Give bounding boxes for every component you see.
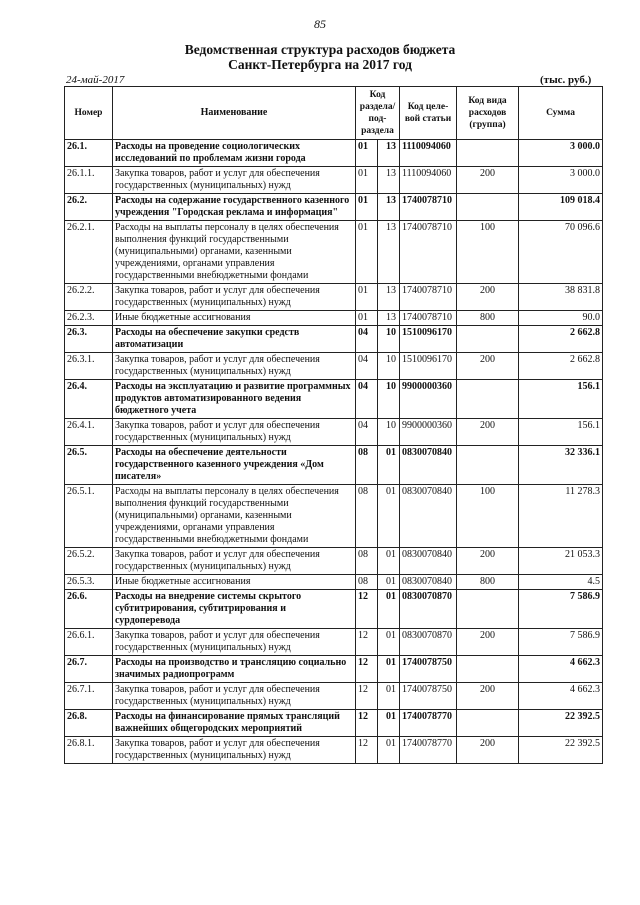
row-subsection-code: 01 bbox=[378, 446, 400, 485]
row-article-code: 1740078710 bbox=[400, 284, 457, 311]
row-sum: 4.5 bbox=[519, 575, 603, 590]
row-expense-type bbox=[457, 590, 519, 629]
row-number: 26.5. bbox=[65, 446, 113, 485]
row-expense-type bbox=[457, 446, 519, 485]
row-sum: 4 662.3 bbox=[519, 656, 603, 683]
row-subsection-code: 10 bbox=[378, 419, 400, 446]
row-number: 26.1. bbox=[65, 140, 113, 167]
table-row bbox=[65, 167, 603, 194]
row-section-code: 12 bbox=[356, 710, 378, 737]
row-name: Расходы на обеспечение деятельности государственного казенного учреждения «Дом писателя» bbox=[113, 446, 356, 485]
row-expense-type bbox=[457, 140, 519, 167]
row-name: Иные бюджетные ассигнования bbox=[113, 575, 356, 590]
row-subsection-code: 01 bbox=[378, 656, 400, 683]
row-article-code: 0830070870 bbox=[400, 590, 457, 629]
row-number: 26.5.3. bbox=[65, 575, 113, 590]
table-row bbox=[65, 311, 603, 326]
row-section-code: 08 bbox=[356, 575, 378, 590]
row-subsection-code: 13 bbox=[378, 284, 400, 311]
row-number: 26.6. bbox=[65, 590, 113, 629]
row-section-code: 12 bbox=[356, 629, 378, 656]
row-sum: 156.1 bbox=[519, 380, 603, 419]
row-name: Закупка товаров, работ и услуг для обеспечения государственных (муниципальных) нужд bbox=[113, 284, 356, 311]
table-header-row bbox=[65, 87, 603, 140]
row-name: Закупка товаров, работ и услуг для обеспечения государственных (муниципальных) нужд bbox=[113, 353, 356, 380]
row-expense-type: 200 bbox=[457, 629, 519, 656]
row-article-code: 1510096170 bbox=[400, 353, 457, 380]
row-sum: 7 586.9 bbox=[519, 629, 603, 656]
table-row bbox=[65, 446, 603, 485]
row-sum: 90.0 bbox=[519, 311, 603, 326]
row-name: Расходы на содержание государственного казенного учреждения "Городская реклама и информация" bbox=[113, 194, 356, 221]
row-article-code: 1740078710 bbox=[400, 194, 457, 221]
row-number: 26.8. bbox=[65, 710, 113, 737]
row-name: Расходы на выплаты персоналу в целях обеспечения выполнения функций государственными (муниципальными) органами, казенными учреждениями, органами управления государственными внебюджетными фондами bbox=[113, 485, 356, 548]
row-sum: 11 278.3 bbox=[519, 485, 603, 548]
row-subsection-code: 13 bbox=[378, 167, 400, 194]
page-title bbox=[0, 42, 640, 72]
row-name: Расходы на обеспечение закупки средств автоматизации bbox=[113, 326, 356, 353]
row-section-code: 01 bbox=[356, 140, 378, 167]
row-expense-type: 200 bbox=[457, 548, 519, 575]
row-number: 26.3.1. bbox=[65, 353, 113, 380]
row-name: Иные бюджетные ассигнования bbox=[113, 311, 356, 326]
row-section-code: 12 bbox=[356, 590, 378, 629]
page-number: 85 bbox=[314, 17, 326, 31]
row-sum: 22 392.5 bbox=[519, 710, 603, 737]
row-article-code: 1740078770 bbox=[400, 710, 457, 737]
row-subsection-code: 13 bbox=[378, 221, 400, 284]
row-article-code: 0830070840 bbox=[400, 485, 457, 548]
row-number: 26.8.1. bbox=[65, 737, 113, 764]
row-sum: 22 392.5 bbox=[519, 737, 603, 764]
row-expense-type: 100 bbox=[457, 221, 519, 284]
row-expense-type: 800 bbox=[457, 311, 519, 326]
row-expense-type bbox=[457, 194, 519, 221]
row-sum: 7 586.9 bbox=[519, 590, 603, 629]
row-section-code: 08 bbox=[356, 548, 378, 575]
row-article-code: 1740078750 bbox=[400, 656, 457, 683]
table-row bbox=[65, 284, 603, 311]
row-article-code: 0830070840 bbox=[400, 548, 457, 575]
row-subsection-code: 13 bbox=[378, 140, 400, 167]
row-expense-type: 200 bbox=[457, 353, 519, 380]
row-expense-type: 200 bbox=[457, 284, 519, 311]
table-row bbox=[65, 629, 603, 656]
row-expense-type bbox=[457, 326, 519, 353]
row-article-code: 9900000360 bbox=[400, 380, 457, 419]
row-subsection-code: 01 bbox=[378, 575, 400, 590]
row-section-code: 08 bbox=[356, 485, 378, 548]
row-name: Расходы на производство и трансляцию социально значимых радиопрограмм bbox=[113, 656, 356, 683]
row-number: 26.2.2. bbox=[65, 284, 113, 311]
row-sum: 32 336.1 bbox=[519, 446, 603, 485]
row-section-code: 04 bbox=[356, 326, 378, 353]
table-row bbox=[65, 353, 603, 380]
table-row bbox=[65, 380, 603, 419]
row-name: Закупка товаров, работ и услуг для обеспечения государственных (муниципальных) нужд bbox=[113, 167, 356, 194]
row-subsection-code: 01 bbox=[378, 485, 400, 548]
table-row bbox=[65, 221, 603, 284]
row-name: Закупка товаров, работ и услуг для обеспечения государственных (муниципальных) нужд bbox=[113, 629, 356, 656]
row-number: 26.6.1. bbox=[65, 629, 113, 656]
row-article-code: 1740078750 bbox=[400, 683, 457, 710]
row-article-code: 1110094060 bbox=[400, 167, 457, 194]
row-expense-type: 200 bbox=[457, 737, 519, 764]
row-subsection-code: 01 bbox=[378, 590, 400, 629]
row-expense-type: 200 bbox=[457, 683, 519, 710]
table-row bbox=[65, 140, 603, 167]
row-subsection-code: 01 bbox=[378, 737, 400, 764]
row-sum: 3 000.0 bbox=[519, 140, 603, 167]
row-name: Расходы на эксплуатацию и развитие программных продуктов автоматизированного ведения бюджетного учета bbox=[113, 380, 356, 419]
title-line-2: Санкт-Петербурга на 2017 год bbox=[228, 57, 412, 72]
row-subsection-code: 13 bbox=[378, 194, 400, 221]
header-sum: Сумма bbox=[519, 87, 603, 140]
row-section-code: 01 bbox=[356, 167, 378, 194]
row-section-code: 01 bbox=[356, 311, 378, 326]
header-article: Код целе-вой статьи bbox=[400, 87, 457, 140]
row-article-code: 0830070840 bbox=[400, 575, 457, 590]
row-expense-type bbox=[457, 656, 519, 683]
row-expense-type: 200 bbox=[457, 419, 519, 446]
row-section-code: 04 bbox=[356, 419, 378, 446]
row-subsection-code: 10 bbox=[378, 353, 400, 380]
header-number: Номер bbox=[65, 87, 113, 140]
row-number: 26.7.1. bbox=[65, 683, 113, 710]
row-section-code: 01 bbox=[356, 221, 378, 284]
header-name: Наименование bbox=[113, 87, 356, 140]
row-section-code: 12 bbox=[356, 737, 378, 764]
row-number: 26.4.1. bbox=[65, 419, 113, 446]
row-number: 26.5.1. bbox=[65, 485, 113, 548]
row-name: Закупка товаров, работ и услуг для обеспечения государственных (муниципальных) нужд bbox=[113, 683, 356, 710]
row-subsection-code: 10 bbox=[378, 380, 400, 419]
row-number: 26.7. bbox=[65, 656, 113, 683]
table-body bbox=[65, 140, 603, 764]
row-name: Расходы на финансирование прямых трансляций важнейших общегородских мероприятий bbox=[113, 710, 356, 737]
row-article-code: 1110094060 bbox=[400, 140, 457, 167]
row-sum: 38 831.8 bbox=[519, 284, 603, 311]
row-name: Расходы на выплаты персоналу в целях обеспечения выполнения функций государственными (муниципальными) органами, казенными учреждениями, органами управления государственными внебюджетными фондами bbox=[113, 221, 356, 284]
row-article-code: 1740078710 bbox=[400, 221, 457, 284]
row-article-code: 1740078710 bbox=[400, 311, 457, 326]
row-article-code: 0830070840 bbox=[400, 446, 457, 485]
row-sum: 4 662.3 bbox=[519, 683, 603, 710]
row-section-code: 01 bbox=[356, 194, 378, 221]
row-number: 26.3. bbox=[65, 326, 113, 353]
row-number: 26.1.1. bbox=[65, 167, 113, 194]
row-article-code: 0830070870 bbox=[400, 629, 457, 656]
row-subsection-code: 13 bbox=[378, 311, 400, 326]
document-date: 24-май-2017 bbox=[66, 74, 125, 86]
row-article-code: 1740078770 bbox=[400, 737, 457, 764]
table-row bbox=[65, 485, 603, 548]
row-expense-type bbox=[457, 380, 519, 419]
row-expense-type: 200 bbox=[457, 167, 519, 194]
row-sum: 109 018.4 bbox=[519, 194, 603, 221]
row-article-code: 9900000360 bbox=[400, 419, 457, 446]
row-subsection-code: 10 bbox=[378, 326, 400, 353]
row-subsection-code: 01 bbox=[378, 548, 400, 575]
header-section: Код раздела/ под-раздела bbox=[356, 87, 400, 140]
table-row bbox=[65, 575, 603, 590]
row-article-code: 1510096170 bbox=[400, 326, 457, 353]
table-row bbox=[65, 710, 603, 737]
table-row bbox=[65, 419, 603, 446]
row-subsection-code: 01 bbox=[378, 710, 400, 737]
row-expense-type: 800 bbox=[457, 575, 519, 590]
row-section-code: 04 bbox=[356, 380, 378, 419]
table-row bbox=[65, 194, 603, 221]
table-row bbox=[65, 683, 603, 710]
row-name: Закупка товаров, работ и услуг для обеспечения государственных (муниципальных) нужд bbox=[113, 548, 356, 575]
table-row bbox=[65, 548, 603, 575]
row-name: Закупка товаров, работ и услуг для обеспечения государственных (муниципальных) нужд bbox=[113, 419, 356, 446]
row-sum: 156.1 bbox=[519, 419, 603, 446]
row-section-code: 12 bbox=[356, 656, 378, 683]
row-sum: 70 096.6 bbox=[519, 221, 603, 284]
row-sum: 21 053.3 bbox=[519, 548, 603, 575]
table-row bbox=[65, 326, 603, 353]
row-section-code: 01 bbox=[356, 284, 378, 311]
row-expense-type: 100 bbox=[457, 485, 519, 548]
header-type: Код вида расходов (группа) bbox=[457, 87, 519, 140]
row-number: 26.5.2. bbox=[65, 548, 113, 575]
row-name: Расходы на внедрение системы скрытого субтитрирования, субтитрирования и сурдоперевода bbox=[113, 590, 356, 629]
table-row bbox=[65, 590, 603, 629]
row-section-code: 08 bbox=[356, 446, 378, 485]
row-sum: 2 662.8 bbox=[519, 353, 603, 380]
row-number: 26.2.1. bbox=[65, 221, 113, 284]
row-number: 26.2.3. bbox=[65, 311, 113, 326]
budget-table bbox=[64, 86, 603, 764]
row-number: 26.2. bbox=[65, 194, 113, 221]
row-number: 26.4. bbox=[65, 380, 113, 419]
table-row bbox=[65, 737, 603, 764]
row-subsection-code: 01 bbox=[378, 629, 400, 656]
row-name: Закупка товаров, работ и услуг для обеспечения государственных (муниципальных) нужд bbox=[113, 737, 356, 764]
row-section-code: 04 bbox=[356, 353, 378, 380]
row-name: Расходы на проведение социологических исследований по проблемам жизни города bbox=[113, 140, 356, 167]
row-sum: 3 000.0 bbox=[519, 167, 603, 194]
row-expense-type bbox=[457, 710, 519, 737]
units-label: (тыс. руб.) bbox=[540, 74, 592, 86]
title-line-1: Ведомственная структура расходов бюджета bbox=[184, 42, 456, 57]
row-section-code: 12 bbox=[356, 683, 378, 710]
table-row bbox=[65, 656, 603, 683]
row-subsection-code: 01 bbox=[378, 683, 400, 710]
row-sum: 2 662.8 bbox=[519, 326, 603, 353]
